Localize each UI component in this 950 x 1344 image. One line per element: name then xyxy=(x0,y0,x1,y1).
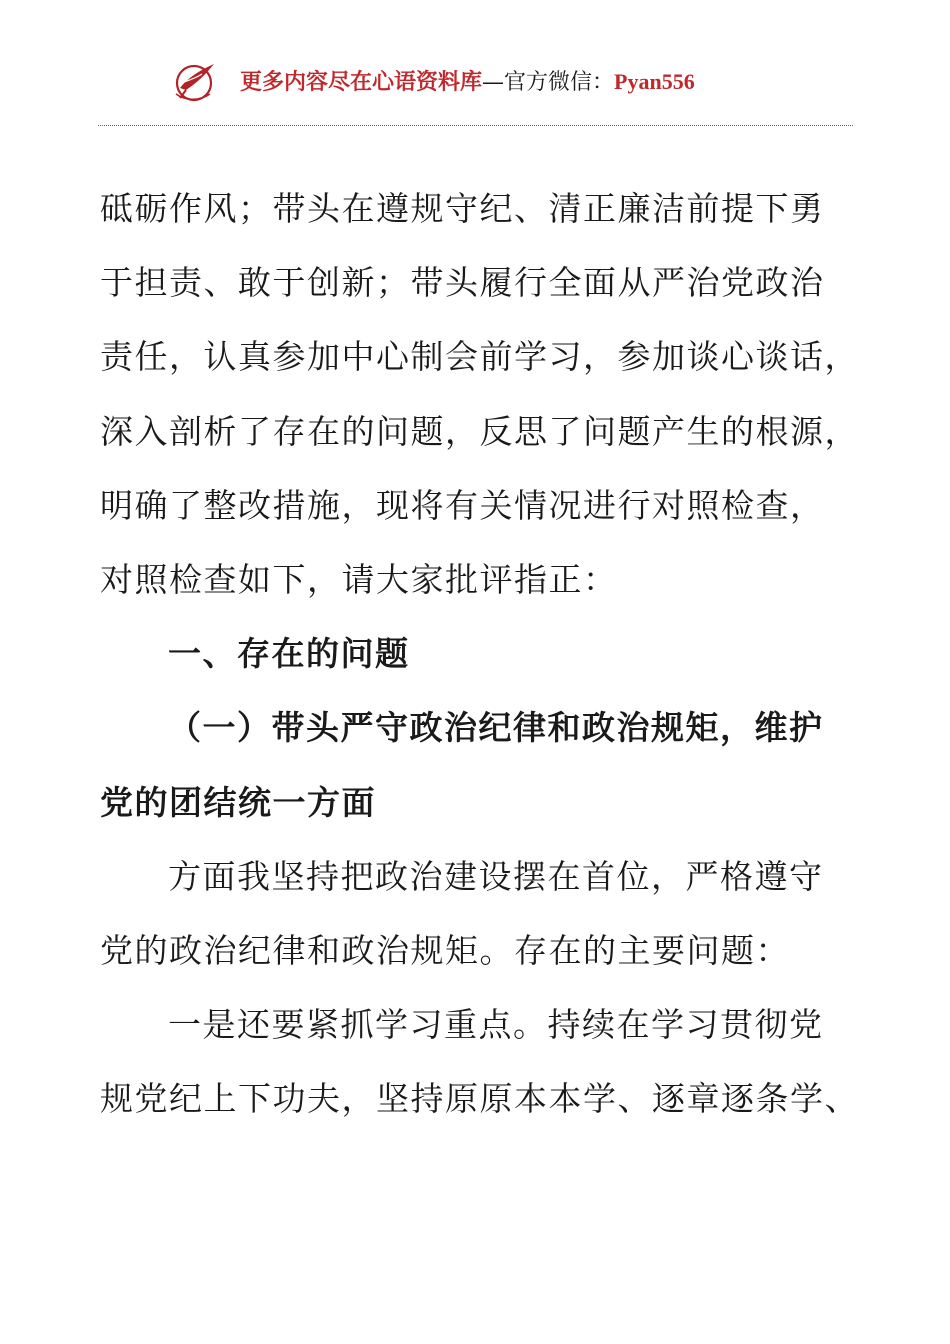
brand-text: 更多内容尽在心语资料库 xyxy=(240,69,483,95)
page-header xyxy=(0,58,950,106)
header-watermark-text xyxy=(240,67,695,98)
quill-pen-logo-icon xyxy=(170,58,220,106)
body-line: 方面我坚持把政治建设摆在首位，严格遵守 xyxy=(168,856,824,896)
contact-label: 官方微信： xyxy=(504,70,615,95)
header-divider xyxy=(98,125,853,126)
body-line: 一是还要紧抓学习重点。持续在学习贯彻党 xyxy=(168,1005,824,1045)
body-line: 规党纪上下功夫，坚持原原本本学、逐章逐条学、 xyxy=(100,1079,859,1119)
header-separator: — xyxy=(482,70,505,95)
subsection-heading: （一）带头严守政治纪律和政治规矩，维护 xyxy=(168,708,824,748)
body-line: 明确了整改措施，现将有关情况进行对照检查， xyxy=(100,485,825,525)
subsection-heading-continued: 党的团结统一方面 xyxy=(100,782,376,822)
document-body xyxy=(100,172,860,1136)
body-line: 责任，认真参加中心制会前学习，参加谈心谈话， xyxy=(100,337,859,377)
section-heading: 一、存在的问题 xyxy=(168,634,410,674)
body-line: 党的政治纪律和政治规矩。存在的主要问题： xyxy=(100,930,790,970)
body-line: 砥砺作风；带头在遵规守纪、清正廉洁前提下勇 xyxy=(100,189,825,228)
body-line: 对照检查如下，请大家批评指正： xyxy=(100,559,618,599)
body-line: 于担责、敢于创新；带头履行全面从严治党政治 xyxy=(100,263,825,303)
contact-handle: Pyan556 xyxy=(614,69,695,94)
body-line: 深入剖析了存在的问题，反思了问题产生的根源， xyxy=(100,411,859,451)
